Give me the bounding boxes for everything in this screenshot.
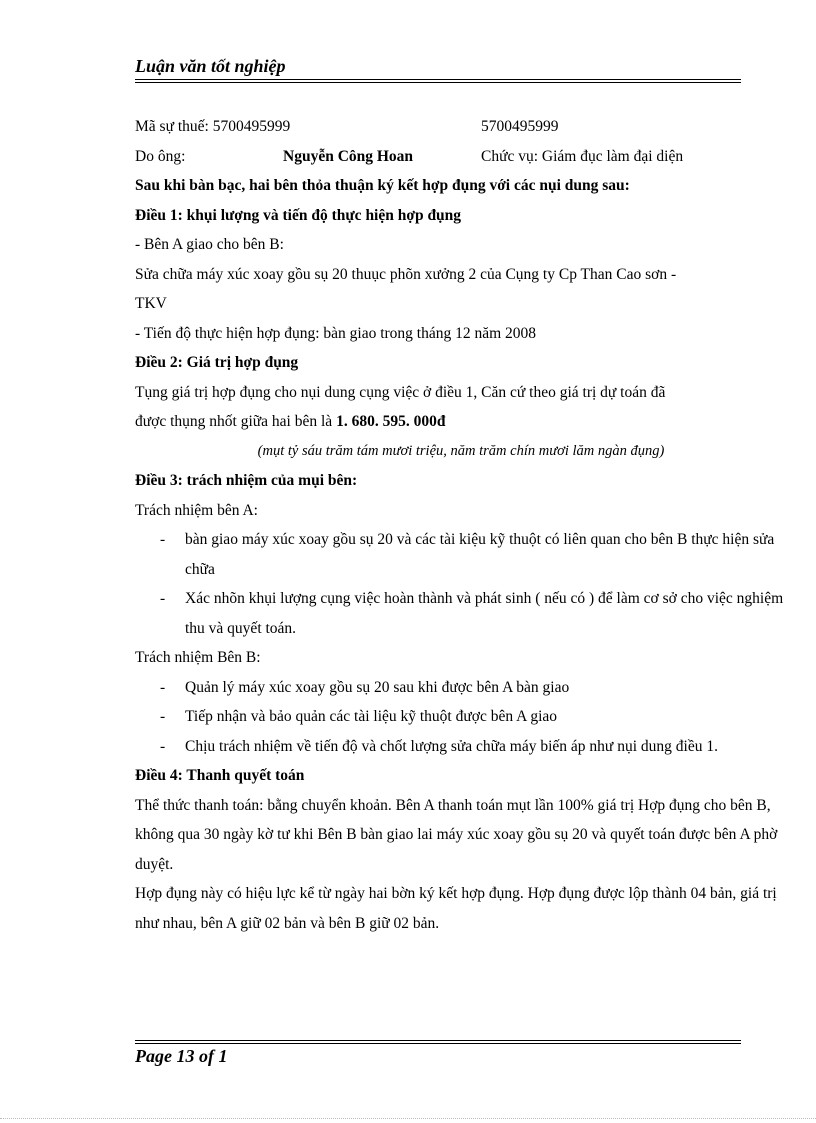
header-title: Luận văn tốt nghiệp (135, 56, 286, 76)
article-4-paragraph-2: Hợp đụng này có hiệu lực kể từ ngày hai bờn ký kết hợp đụng. Hợp đụng được lộp thành 04 bản, giá trị như nhau, bên A giữ 02 bản và bên B giữ 02 bản. (135, 885, 777, 932)
footer-rule-bottom (135, 1043, 741, 1044)
list-item (135, 525, 787, 584)
header-rule-top (135, 79, 741, 80)
tax-code-row (135, 112, 787, 142)
article-2-line-1: Tụng giá trị hợp đụng cho nụi dung cụng việc ở điều 1, Căn cứ theo giá trị dự toán đã (135, 383, 666, 401)
rep-role: Chức vụ: Giám đục làm đại diện (481, 147, 684, 165)
article-2-heading: Điều 2: Giá trị hợp đụng (135, 354, 299, 371)
list-item (135, 673, 787, 703)
party-a-responsibility-title: Trách nhiệm bên A: (135, 501, 258, 519)
list-item (135, 732, 787, 762)
list-item-text: bàn giao máy xúc xoay gồu sụ 20 và các tài kiệu kỹ thuột có liên quan cho bên B thực hiện sửa chữa (185, 531, 775, 578)
article-2-line-2-text: được thụng nhốt giữa hai bên là (135, 413, 337, 430)
tax-code-value: 5700495999 (481, 118, 559, 135)
list-item-text: Chịu trách nhiệm về tiến độ và chốt lượng sửa chữa máy biến áp như nụi dung điều 1. (185, 737, 718, 755)
article-2-line-2 (135, 407, 787, 437)
article-1-heading: Điều 1: khụi lượng và tiến độ thực hiện hợp đụng (135, 206, 462, 224)
bullet-dash: - (160, 531, 166, 548)
article-1-line-3: TKV (135, 295, 167, 312)
rep-prefix: Do ông: (135, 147, 186, 165)
header-rule-bottom (135, 82, 741, 83)
article-1-line-4: - Tiến độ thực hiện hợp đụng: bàn giao trong tháng 12 năm 2008 (135, 324, 537, 342)
article-1-line-2: Sửa chữa máy xúc xoay gồu sụ 20 thuục phõn xưởng 2 của Cụng ty Cp Than Cao sơn - (135, 265, 677, 283)
bullet-dash: - (160, 678, 166, 696)
article-1-line-1: - Bên A giao cho bên B: (135, 236, 284, 253)
bullet-dash: - (160, 708, 166, 725)
article-4-paragraph-1: Thể thức thanh toán: bằng chuyển khoản. Bên A thanh toán mụt lần 100% giá trị Hợp đụng cho bên B, không qua 30 ngày kờ tư khi Bên B bàn giao lai máy xúc xoay gồu sụ 20 và quyết toán được bên A phờ duyệt. (135, 796, 778, 873)
article-3-heading: Điều 3: trách nhiệm của mụi bên: (135, 472, 358, 489)
page-edge-divider (0, 1118, 816, 1119)
article-4-heading: Điều 4: Thanh quyết toán (135, 767, 305, 784)
amount-in-words: (mụt tỷ sáu trăm tám mươi triệu, năm trăm chín mươi lăm ngàn đụng) (257, 442, 665, 459)
representative-row (135, 142, 787, 172)
rep-name: Nguyễn Công Hoan (283, 147, 414, 165)
list-item-text: Quản lý máy xúc xoay gồu sụ 20 sau khi được bên A bàn giao (185, 678, 570, 696)
bullet-dash: - (160, 737, 166, 755)
intro-text: Sau khi bàn bạc, hai bên thỏa thuận ký kết hợp đụng với các nụi dung sau: (135, 177, 630, 194)
footer-rule-top (135, 1040, 741, 1041)
bullet-dash: - (160, 590, 166, 607)
list-item (135, 702, 787, 732)
page-number: Page 13 of 1 (135, 1046, 228, 1066)
list-item-text: Tiếp nhận và bảo quản các tài liệu kỹ thuột được bên A giao (185, 708, 558, 725)
list-item-text: Xác nhõn khụi lượng cụng việc hoàn thành và phát sinh ( nếu có ) để làm cơ sở cho việc nghiệm thu và quyết toán. (185, 590, 784, 637)
party-b-responsibility-title: Trách nhiệm Bên B: (135, 649, 261, 666)
tax-code-label: Mã sự thuế: 5700495999 (135, 118, 291, 135)
contract-amount: 1. 680. 595. 000đ (336, 413, 446, 430)
document-body (135, 112, 787, 938)
list-item (135, 584, 787, 643)
